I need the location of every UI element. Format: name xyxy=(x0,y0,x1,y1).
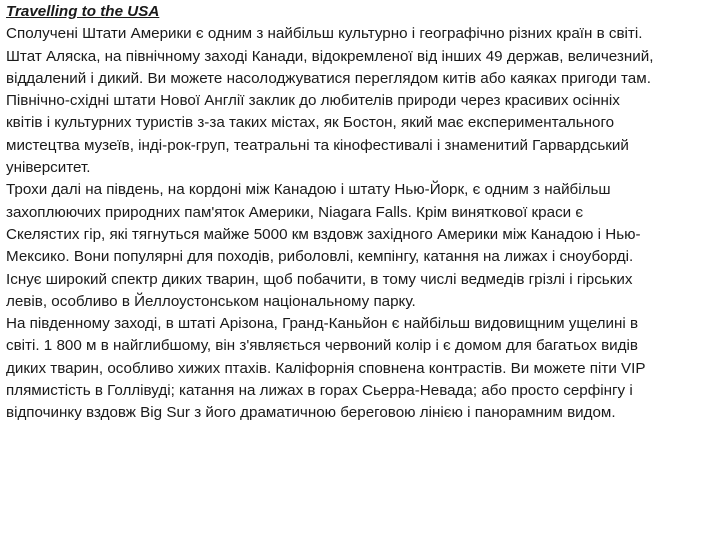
text-line: Мексико. Вони популярні для походів, риболовлі, кемпінгу, катання на лижах і сноуборді. xyxy=(6,248,634,266)
text-line: плямистість в Голлівуді; катання на лижах в горах Сьерра-Невада; або просто серфінгу і xyxy=(6,382,633,400)
text-line: Сполучені Штати Америки є одним з найбільш культурно і географічно різних країн в світі. xyxy=(6,25,643,43)
paragraph-2 xyxy=(6,179,714,313)
text-line: левів, особливо в Йеллоустонськом національному парку. xyxy=(6,292,416,310)
text-line: мистецтва музеїв, інді-рок-груп, театральні та кінофестивалі і знаменитий Гарвардський xyxy=(6,136,629,154)
text-line: Існує широкий спектр диких тварин, щоб побачити, в тому числі ведмедів грізлі і гірських xyxy=(6,270,633,288)
text-line: захоплюючих природних пам'яток Америки, Niagara Falls. Крім виняткової краси є xyxy=(6,203,584,221)
text-line: На південному заході, в штаті Арізона, Гранд-Каньйон є найбільш видовищним ущелині в xyxy=(6,315,639,333)
paragraph-3 xyxy=(6,313,714,424)
page-title: Travelling to the USA xyxy=(6,3,160,20)
text-line: диких тварин, особливо хижих птахів. Каліфорнія сповнена контрастів. Ви можете піти VIP xyxy=(6,359,646,377)
slide-body xyxy=(6,1,714,425)
text-line: віддалений і дикий. Ви можете насолоджуватися переглядом китів або каяках пригоди там. xyxy=(6,69,651,87)
text-line: Трохи далі на південь, на кордоні між Канадою і штату Нью-Йорк, є одним з найбільш xyxy=(6,181,611,199)
text-line: Штат Аляска, на північному заході Канади, відокремленої від інших 49 держав, величезний, xyxy=(6,47,654,65)
paragraph-1 xyxy=(6,23,714,179)
text-line: світі. 1 800 м в найглибшому, він з'являється червоний колір і є домом для багатьох видів xyxy=(6,337,638,355)
text-line: Скелястих гір, які тягнуться майже 5000 км вздовж західного Америки між Канадою і Нью- xyxy=(6,225,641,243)
text-body xyxy=(6,23,714,424)
text-line: Північно-східні штати Нової Англії заклик до любителів природи через красивих осінніх xyxy=(6,92,620,110)
text-line: квітів і культурних туристів з-за таких містах, як Бостон, який має експериментального xyxy=(6,114,615,132)
text-line: відпочинку вздовж Big Sur з його драматичною береговою лінією і панорамним видом. xyxy=(6,404,616,422)
text-line: університет. xyxy=(6,159,91,177)
